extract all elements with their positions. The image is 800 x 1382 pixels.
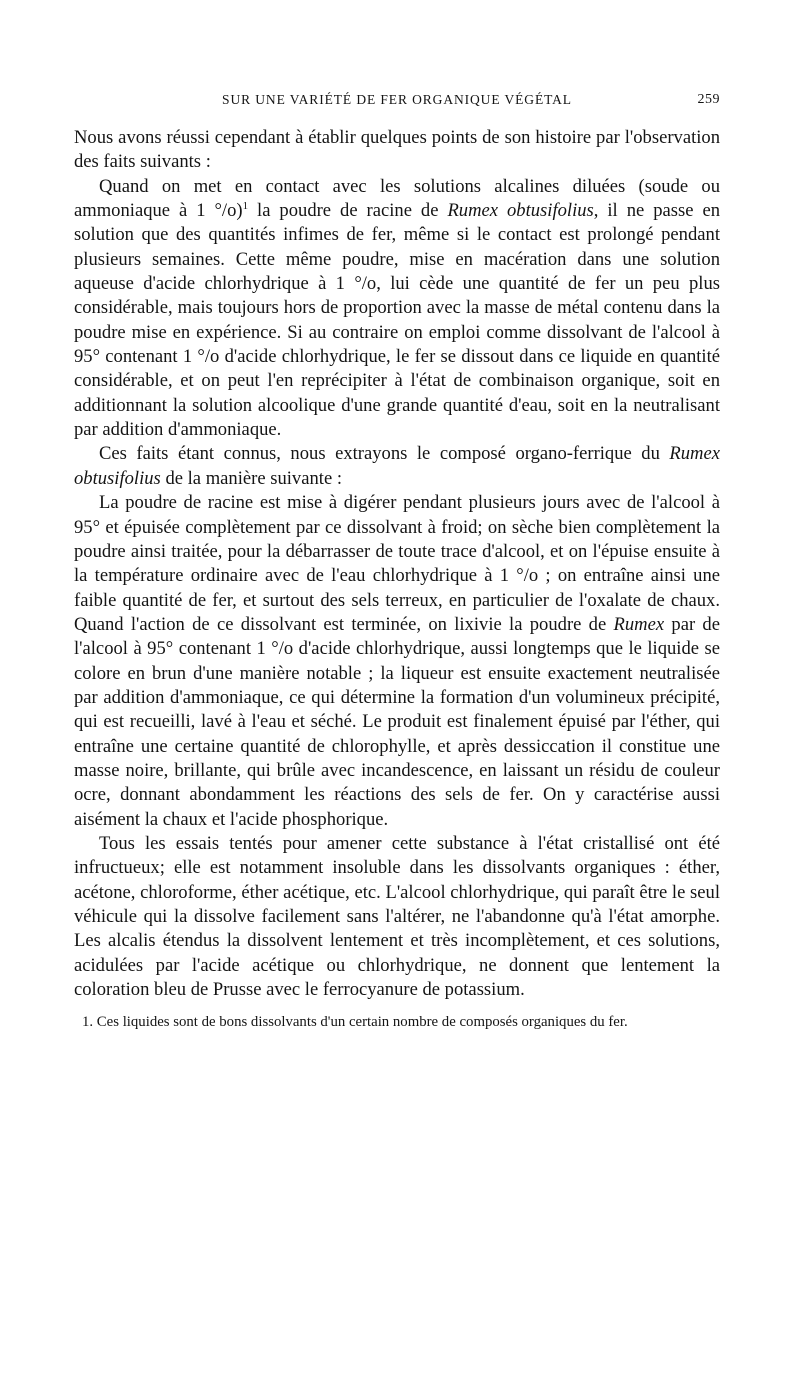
book-page bbox=[74, 88, 720, 1033]
paragraph-2 bbox=[74, 175, 720, 443]
species-name: Rumex obtusifolius bbox=[447, 200, 594, 222]
paragraph-2-part-c: , il ne passe en solution que des quantités infimes de fer, même si le contact est prolongé pendant plusieurs semaines. Cette même poudre, mise en macération dans une solution aqueuse d'acide chlorhydrique à 1 °/o, lui cède une quantité de fer un peu plus considérable, mais toujours hors de proportion avec la masse de métal contenu dans la poudre mise en expérience. Si au contraire on emploi comme dissolvant de l'alcool à 95° contenant 1 °/o d'acide chlorhydrique, le fer se dissout dans ce liquide en quantité considérable, et on peut l'en reprécipiter à l'état de combinaison organique, soit en additionnant la solution alcoolique d'une grande quantité d'eau, soit en la neutralisant par addition d'ammoniaque. bbox=[74, 200, 720, 441]
paragraph-4-part-b: par de l'alcool à 95° contenant 1 °/o d'acide chlorhydrique, aussi longtemps que le liquide se colore en brun d'une manière notable ; la liqueur est ensuite exactement neutralisée par addition d'ammoniaque, ce qui détermine la formation d'un volumineux précipité, qui est recueilli, lavé à l'eau et séché. Le produit est finalement épuisé par l'éther, qui entraîne une certaine quantité de chlorophylle, et après dessiccation il constitue une masse noire, brillante, qui brûle avec incandescence, en laissant un résidu de couleur ocre, donnant abondamment les réactions des sels de fer. On y caractérise aussi aisément la chaux et l'acide phosphorique. bbox=[74, 613, 720, 830]
running-title: SUR UNE VARIÉTÉ DE FER ORGANIQUE VÉGÉTAL bbox=[222, 92, 572, 107]
body-text bbox=[74, 126, 720, 1002]
species-name: Rumex bbox=[613, 613, 665, 635]
paragraph-1: Nous avons réussi cependant à établir quelques points de son histoire par l'observation des faits suivants : bbox=[74, 127, 720, 173]
page-number: 259 bbox=[697, 92, 720, 107]
paragraph-2-part-a: Quand on met en contact avec les solutions alcalines diluées (soude ou ammoniaque à 1 °/o) bbox=[74, 175, 720, 222]
paragraph-5: Tous les essais tentés pour amener cette substance à l'état cristallisé ont été infructueux; elle est notamment insoluble dans les dissolvants organiques : éther, acétone, chloroforme, éther acétique, etc. L'alcool chlorhydrique, qui paraît être le seul véhicule qui la dissolve facilement sans l'altérer, ne l'abandonne qu'à l'état amorphe. Les alcalis étendus la dissolvent lentement et très incomplètement, et ces solutions, acidulées par l'acide acétique ou chlorhydrique, ne donnent que lentement la coloration bleu de Prusse avec le ferrocyanure de potassium. bbox=[74, 832, 720, 1001]
paragraph-2-part-b: la poudre de racine de bbox=[248, 200, 448, 222]
paragraph-3-part-b: de la manière suivante : bbox=[160, 467, 343, 489]
paragraph-4-part-a: La poudre de racine est mise à digérer pendant plusieurs jours avec de l'alcool à 95° et épuisée complètement par ce dissolvant à froid; on sèche bien complètement la poudre ainsi traitée, pour la débarrasser de toute trace d'alcool, et on l'épuise ensuite à la température ordinaire avec de l'eau chlorhydrique à 1 °/o ; on entraîne ainsi une faible quantité de fer, et surtout des sels terreux, en particulier de l'oxalate de chaux. Quand l'action de ce dissolvant est terminée, on lixivie la poudre de bbox=[74, 492, 720, 635]
footnote: 1. Ces liquides sont de bons dissolvants d'un certain nombre de composés organiques du fer. bbox=[82, 1014, 628, 1031]
running-header bbox=[74, 88, 720, 112]
paragraph-3 bbox=[74, 442, 720, 491]
paragraph-4 bbox=[74, 491, 720, 832]
species-name: Rumex obtusifolius bbox=[74, 443, 720, 489]
paragraph-3-part-a: Ces faits étant connus, nous extrayons le composé organo-ferrique du bbox=[99, 443, 670, 465]
footnote-reference-mark[interactable]: 1 bbox=[242, 199, 249, 212]
